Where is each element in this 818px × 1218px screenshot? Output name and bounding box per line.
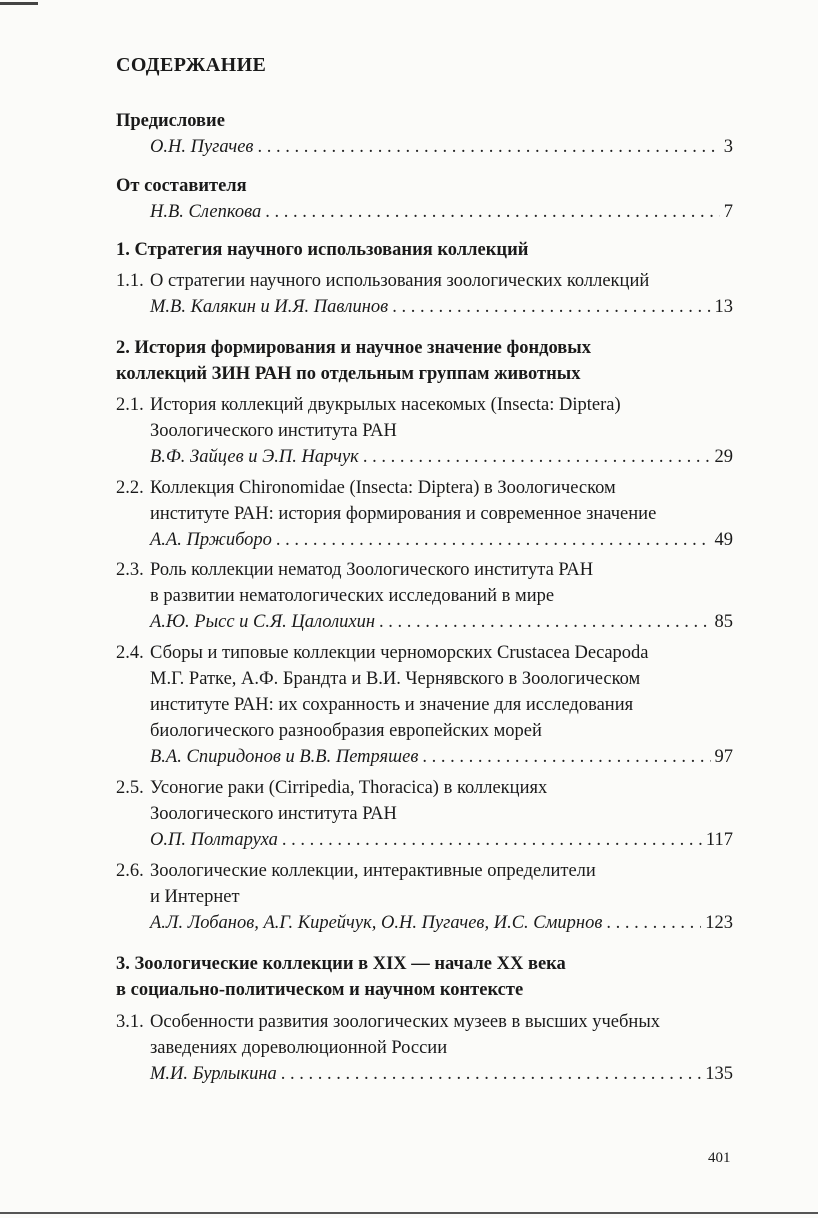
toc-entry-2-5[interactable] <box>150 827 733 853</box>
scan-edge-mark <box>0 2 38 5</box>
toc-item-title: Сборы и типовые коллекции черноморских Crustacea Decapoda <box>150 643 649 663</box>
scan-edge-line <box>0 1212 818 1214</box>
toc-entry-2-6[interactable] <box>150 910 733 936</box>
toc-page-number: 123 <box>705 913 733 933</box>
toc-page-number: 117 <box>705 830 733 850</box>
toc-author: М.И. Бурлыкина <box>150 1064 277 1084</box>
toc-item-title: М.Г. Ратке, А.Ф. Брандта и В.И. Чернявского в Зоологическом <box>150 669 641 689</box>
toc-item-number: 2.4. <box>116 643 144 663</box>
page-number: 401 <box>708 1150 731 1166</box>
dot-leader <box>282 827 702 853</box>
toc-item-title: в развитии нематологических исследований в мире <box>150 586 555 606</box>
toc-entry-compiler[interactable] <box>150 199 733 225</box>
toc-item-title: заведениях дореволюционной России <box>150 1038 448 1058</box>
dot-leader <box>379 609 710 635</box>
dot-leader <box>281 1061 701 1087</box>
toc-page-number: 29 <box>714 447 733 467</box>
toc-item-title: Усоногие раки (Cirripedia, Thoracica) в коллекциях <box>150 778 548 798</box>
toc-entry-preface[interactable] <box>150 134 733 160</box>
toc-entry-3-1[interactable] <box>150 1061 733 1087</box>
dot-leader <box>422 744 710 770</box>
toc-heading-preface: Предисловие <box>116 111 225 131</box>
toc-author: М.В. Калякин и И.Я. Павлинов <box>150 297 389 317</box>
toc-item-title: биологического разнообразия европейских морей <box>150 721 542 741</box>
page-title: СОДЕРЖАНИЕ <box>116 54 267 76</box>
toc-item-title: Роль коллекции нематод Зоологического института РАН <box>150 560 594 580</box>
toc-item-number: 2.3. <box>116 560 144 580</box>
toc-item-title: институте РАН: история формирования и современное значение <box>150 504 657 524</box>
dot-leader <box>265 199 720 225</box>
toc-item-number: 2.1. <box>116 395 144 415</box>
toc-section-heading-3-line1: 3. Зоологические коллекции в XIX — начале XX века <box>116 954 566 974</box>
toc-author: О.Н. Пугачев <box>150 137 254 157</box>
toc-item-number: 1.1. <box>116 271 144 291</box>
toc-author: А.А. Пржиборо <box>150 530 272 550</box>
toc-author: О.П. Полтаруха <box>150 830 278 850</box>
dot-leader <box>276 527 711 553</box>
toc-entry-1-1[interactable] <box>150 294 733 320</box>
toc-section-heading-2-line1: 2. История формирования и научное значение фондовых <box>116 338 591 358</box>
toc-page-number: 135 <box>705 1064 733 1084</box>
toc-entry-2-2[interactable] <box>150 527 733 553</box>
toc-item-title: и Интернет <box>150 887 240 907</box>
toc-entry-2-3[interactable] <box>150 609 733 635</box>
toc-section-heading-1: 1. Стратегия научного использования коллекций <box>116 240 529 260</box>
toc-entry-2-1[interactable] <box>150 444 733 470</box>
toc-item-title: Зоологического института РАН <box>150 804 397 824</box>
dot-leader <box>606 910 701 936</box>
toc-item-number: 2.6. <box>116 861 144 881</box>
toc-page-number: 97 <box>714 747 733 767</box>
toc-page-number: 7 <box>723 202 733 222</box>
dot-leader <box>392 294 710 320</box>
toc-author: А.Ю. Рысс и С.Я. Цалолихин <box>150 612 376 632</box>
toc-section-heading-2-line2: коллекций ЗИН РАН по отдельным группам животных <box>116 364 581 384</box>
dot-leader <box>363 444 711 470</box>
toc-page-number: 3 <box>723 137 733 157</box>
toc-item-number: 2.5. <box>116 778 144 798</box>
toc-page-number: 49 <box>714 530 733 550</box>
toc-item-title: Коллекция Chironomidae (Insecta: Diptera) в Зоологическом <box>150 478 616 498</box>
toc-page-number: 13 <box>714 297 733 317</box>
toc-author: В.А. Спиридонов и В.В. Петряшев <box>150 747 419 767</box>
toc-item-title: институте РАН: их сохранность и значение для исследования <box>150 695 634 715</box>
dot-leader <box>257 134 719 160</box>
toc-section-heading-3-line2: в социально-политическом и научном контексте <box>116 980 524 1000</box>
toc-author: Н.В. Слепкова <box>150 202 262 222</box>
toc-item-number: 3.1. <box>116 1012 144 1032</box>
toc-author: В.Ф. Зайцев и Э.П. Нарчук <box>150 447 359 467</box>
toc-page-number: 85 <box>714 612 733 632</box>
toc-item-title: Особенности развития зоологических музеев в высших учебных <box>150 1012 660 1032</box>
toc-heading-compiler: От составителя <box>116 176 247 196</box>
toc-entry-2-4[interactable] <box>150 744 733 770</box>
toc-item-title: О стратегии научного использования зоологических коллекций <box>150 271 650 291</box>
toc-item-title: Зоологические коллекции, интерактивные определители <box>150 861 596 881</box>
toc-item-title: Зоологического института РАН <box>150 421 397 441</box>
toc-item-title: История коллекций двукрылых насекомых (Insecta: Diptera) <box>150 395 621 415</box>
toc-author: А.Л. Лобанов, А.Г. Кирейчук, О.Н. Пугачев, И.С. Смирнов <box>150 913 603 933</box>
toc-item-number: 2.2. <box>116 478 144 498</box>
